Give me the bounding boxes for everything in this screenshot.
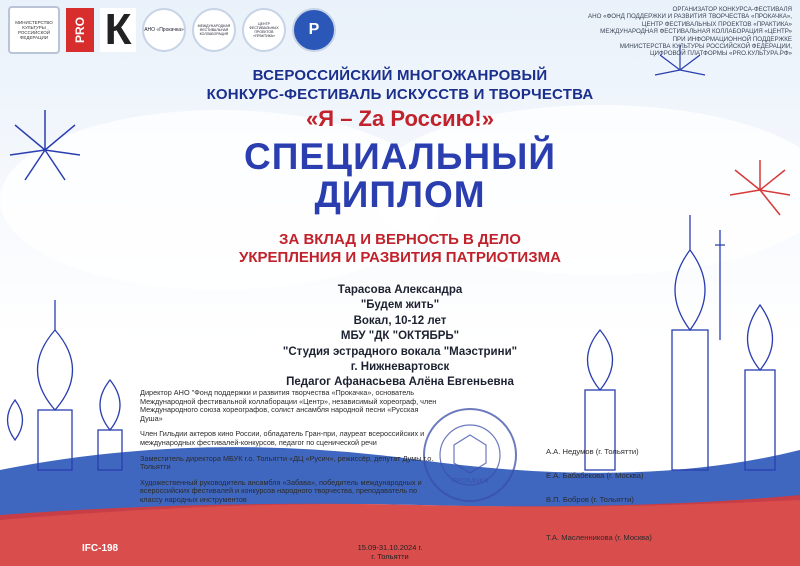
diploma-reason [150, 231, 650, 267]
logos-row [8, 6, 336, 54]
diploma-code: IFC-198 [82, 543, 119, 554]
pro-logo: PRO [66, 8, 94, 52]
organizer-line: АНО «ФОНД ПОДДЕРЖКИ И РАЗВИТИЯ ТВОРЧЕСТВА «ПРОКАЧКА», [588, 13, 792, 21]
practice-logo-text: ЦЕНТР ФЕСТИВАЛЬНЫХ ПРОЕКТОВ «ПРАКТИКА» [249, 22, 279, 38]
seal-text: ПРОКАЧКА [451, 478, 489, 485]
diploma-title-line2: ДИПЛОМ [314, 174, 486, 215]
culture-platform-logo [292, 8, 336, 52]
organizer-line: ЦИФРОВОЙ ПЛАТФОРМЫ «PRO.КУЛЬТУРА.РФ» [649, 50, 792, 58]
reason-line1: ЗА ВКЛАД И ВЕРНОСТЬ В ДЕЛО [279, 231, 521, 248]
organizer-line: ЦЕНТР ФЕСТИВАЛЬНЫХ ПРОЕКТОВ «ПРАКТИКА» [641, 20, 792, 28]
diploma-title [150, 138, 650, 214]
dates: 15.09-31.10.2024 г. [357, 543, 423, 552]
category: Вокал, 10-12 лет [353, 314, 447, 327]
place: г. Тольятти [371, 551, 409, 561]
teacher: Педагог Афанасьева Алёна Евгеньевна [286, 376, 514, 389]
k-logo: К [100, 8, 136, 52]
fund-logo [142, 8, 186, 52]
contest-title-line1: ВСЕРОССИЙСКИЙ МНОГОЖАНРОВЫЙ [252, 67, 548, 84]
organizer-line: МЕЖДУНАРОДНАЯ ФЕСТИВАЛЬНАЯ КОЛЛАБОРАЦИЯ «ЦЕНТР» [600, 28, 792, 36]
contest-title [150, 66, 650, 104]
organizer-line: МИНИСТЕРСТВА КУЛЬТУРЫ РОССИЙСКОЙ ФЕДЕРАЦИИ, [619, 43, 792, 51]
organizer-line: ПРИ ИНФОРМАЦИОННОЙ ПОДДЕРЖКЕ [672, 35, 792, 43]
ministry-logo [8, 6, 60, 54]
organizer-line: ОРГАНИЗАТОР КОНКУРСА-ФЕСТИВАЛЯ [672, 6, 792, 13]
signatory-name: В.П. Бобров (г. Тольятти) [546, 495, 634, 504]
signatory-role: Художественный руководитель ансамбля «Забава», победитель международных и всероссийских фестивалей и конкурсов народного творчества, преподаватель по классу народных инструментов [140, 477, 422, 504]
date-place [330, 544, 450, 561]
diploma-title-line1: СПЕЦИАЛЬНЫЙ [244, 136, 556, 177]
practice-logo [242, 8, 286, 52]
signatory-role: Член Гильдии актеров кино России, обладатель Гран-при, лауреат всероссийских и международных фестивалей-конкурсов, педагог по сценической речи [140, 429, 425, 447]
collaboration-logo-text: МЕЖДУНАРОДНАЯ ФЕСТИВАЛЬНАЯ КОЛЛАБОРАЦИЯ [197, 24, 231, 36]
contest-title-line2: КОНКУРС-ФЕСТИВАЛЬ ИСКУССТВ И ТВОРЧЕСТВА [206, 86, 594, 103]
work-title: "Будем жить" [360, 299, 440, 312]
city: г. Нижневартовск [350, 361, 450, 374]
contest-slogan: «Я – Zа Россию!» [306, 106, 494, 131]
organizers-block [462, 6, 792, 58]
signatory-role: Директор АНО "Фонд поддержки и развития творчества «Прокачка», основатель Международной фестивальной коллаборации «Центр», независимый хореограф, член Международного союза хореографов, солист ансамбля народной песни «Русская Душа» [140, 388, 437, 423]
cathedral-left [8, 300, 123, 470]
reason-line2: УКРЕПЛЕНИЯ И РАЗВИТИЯ ПАТРИОТИЗМА [239, 249, 561, 266]
signatory-role: Заместитель директора МБУК г.о. Тольятти «ДЦ «Русич», режиссёр, депутат Думы г.о. Тольятти [140, 453, 434, 472]
signatory-name: А.А. Недумов (г. Тольятти) [546, 447, 639, 456]
signatory-name: Т.А. Масленникова (г. Москва) [546, 533, 652, 542]
signatory-name: Е.А. Бабабекова (г. Москва) [546, 471, 644, 480]
participant-name: Тарасова Александра [337, 284, 463, 296]
culture-platform-logo-text: Р [308, 21, 320, 38]
award-details [200, 283, 600, 391]
collaboration-logo [192, 8, 236, 52]
ministry-logo-text: МИНИСТЕРСТВО КУЛЬТУРЫ РОССИЙСКОЙ ФЕДЕРАЦИИ [15, 20, 53, 40]
institution: МБУ "ДК "ОКТЯБРЬ" [340, 330, 460, 343]
fund-logo-text: АНО «Прокачка» [144, 27, 184, 33]
studio: "Студия эстрадного вокала "Маэстрини" [282, 345, 518, 358]
signatories-roles [140, 389, 440, 512]
